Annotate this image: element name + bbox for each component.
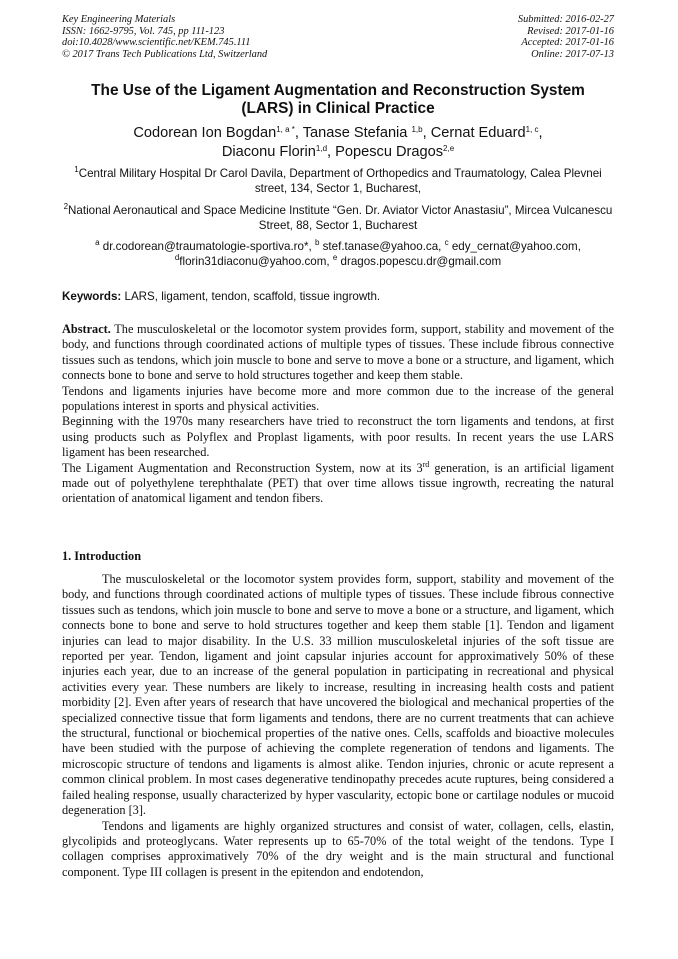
email-link[interactable]: dr.codorean@traumatologie-sportiva.ro*, — [99, 240, 315, 253]
abstract-text: The musculoskeletal or the locomotor system provides form, support, stability and movement of the body, and functions through coordinated actions of multiple types of tissues. These include fibrous connective tissues such as tendons, which join muscle to bone and serve to move a bone or a structure, and ligament, which connects bone to bone and serve to hold structures together and keep them stable. — [62, 322, 614, 383]
affiliation-text: Central Military Hospital Dr Carol Davila, Department of Orthopedics and Traumatology, Calea Plevnei street, 134, Sector 1, Bucharest, — [78, 167, 602, 195]
email-mark: d — [174, 253, 180, 262]
journal-copyright: © 2017 Trans Tech Publications Ltd, Switzerland — [62, 48, 268, 60]
journal-name: Key Engineering Materials — [62, 14, 176, 25]
title-line-2: (LARS) in Clinical Practice — [241, 100, 435, 117]
author-affiliation-mark: 1, a * — [276, 125, 295, 134]
affiliation-mark: 1 — [74, 165, 79, 174]
affiliation-text: National Aeronautical and Space Medicine Institute “Gen. Dr. Aviator Victor Anastasiu”, Mircea Vulcanescu Street, 88, Sector 1, Bucharest — [68, 204, 613, 232]
author-separator: , — [327, 144, 336, 160]
publication-dates — [518, 14, 614, 60]
date-submitted: Submitted: 2016-02-27 — [517, 14, 614, 25]
journal-info — [62, 14, 267, 60]
body-paragraph: The musculoskeletal or the locomotor system provides form, support, stability and movement of the body, and functions through coordinated actions of multiple types of tissues. These include fibrous connective tissues such as tendons, which join muscle to bone and serve to move a bone or a structure, and ligament, which connects bone to bone and serve to hold structures together and keep them stable [1]. Tendon and ligament injuries can lead to major disability. In the U.S. 33 million musculoskeletal injuries of the soft tissue are reported per year. Tendon, ligament and joint capsular injuries account for approximatively 50% of these injuries each year, due to an increase of the general population in participating in recreational and physical activities every year. These numbers are likely to increase, resulting in increasing health costs and patient morbidity [2]. Even after years of research that have uncovered the biological and mechanical properties of the specialized connective tissue that form ligaments and tendons, there are no current treatments that can achieve the structural, functional or biochemical properties of the native ones. Cells, scaffolds and bioactive molecules have been studied with the purpose of achieving the complete regeneration of tendons and ligaments. The microscopic structure of tendons and ligaments is almost alike. Tendon injuries, chronic or acute represent a common clinical problem. In most cases degenerative tendinopathy precedes acute ruptures, being considered a failed healing response, usually characterized by hyper vascularity, ectopic bone or cartilage nodules or mucoid degeneration [3]. — [62, 572, 614, 818]
author-name: Diaconu Florin — [221, 144, 316, 160]
abstract-paragraph: Beginning with the 1970s many researchers have tried to reconstruct the torn ligaments and tendons, at first using products such as Polyflex and Proplast ligaments, with poor results. In recent years the use LARS ligament has been researched. — [62, 414, 614, 460]
email-mark: c — [444, 238, 449, 247]
author-separator: , — [294, 125, 303, 141]
date-revised: Revised: 2017-01-16 — [527, 25, 614, 37]
author-affiliation-mark: 2,e — [443, 144, 455, 153]
section-heading-introduction: 1. Introduction — [62, 549, 142, 563]
author-name: Popescu Dragos — [335, 144, 444, 160]
abstract-text: generation, is an artificial ligament made out of polyethylene terephthalate (PET) that over time allows tissue ingrowth, recreating the natural orientation of anatomical ligament and tendon fibers. — [62, 460, 614, 506]
abstract-paragraph: Tendons and ligaments injuries have become more and more common due to the increase of the general populations interest in sports and physical activities. — [62, 383, 614, 414]
author-name: Codorean Ion Bogdan — [133, 125, 277, 141]
email-mark: e — [332, 253, 338, 262]
email-link[interactable]: dragos.popescu.dr@gmail.com — [337, 255, 502, 268]
keywords-label: Keywords: — [62, 290, 122, 303]
abstract-label: Abstract. — [62, 322, 111, 336]
abstract-paragraph — [62, 322, 614, 384]
email-mark: a — [95, 238, 100, 247]
title-line-1: The Use of the Ligament Augmentation and Reconstruction System — [91, 82, 585, 99]
author-affiliation-mark: 1,d — [315, 144, 328, 153]
author-list — [62, 124, 614, 162]
email-link[interactable]: stef.tanase@yahoo.ca, — [319, 240, 445, 253]
abstract-text: The Ligament Augmentation and Reconstruction System, now at its 3 — [62, 460, 423, 475]
author-name: Cernat Eduard — [430, 125, 526, 141]
email-mark: b — [314, 238, 320, 247]
introduction-body — [62, 572, 614, 880]
author-separator: , — [538, 125, 543, 141]
affiliation-2 — [62, 203, 614, 233]
author-separator: , — [422, 125, 431, 141]
abstract-paragraph — [62, 461, 614, 507]
affiliation-1 — [62, 166, 614, 196]
ordinal-suffix: rd — [422, 459, 430, 469]
paper-title — [62, 82, 614, 118]
keywords-text: LARS, ligament, tendon, scaffold, tissue ingrowth. — [121, 290, 381, 303]
author-affiliation-mark: 1,b — [411, 125, 423, 134]
body-paragraph: Tendons and ligaments are highly organized structures and consist of water, collagen, cells, elastin, glycolipids and proteoglycans. Water represents up to 65-70% of the total weight of the tendons. Type I collagen comprises approximatively 70% of the dry weight and is the main structural and functional component. Type III collagen is present in the epitendon and endotendon, — [62, 818, 614, 879]
journal-issn: ISSN: 1662-9795, Vol. 745, pp 111-123 — [62, 25, 225, 37]
author-affiliation-mark: 1, c — [525, 125, 539, 134]
date-accepted: Accepted: 2017-01-16 — [521, 37, 614, 49]
email-link[interactable]: edy_cernat@yahoo.com, — [448, 240, 581, 253]
keywords — [62, 290, 614, 303]
author-name: Tanase Stefania — [302, 125, 412, 141]
journal-doi[interactable]: doi:10.4028/www.scientific.net/KEM.745.111 — [62, 37, 251, 49]
email-link[interactable]: florin31diaconu@yahoo.com, — [179, 255, 333, 268]
abstract — [62, 322, 614, 507]
affiliation-mark: 2 — [63, 202, 69, 211]
author-emails — [62, 239, 614, 269]
date-online: Online: 2017-07-13 — [531, 48, 614, 60]
